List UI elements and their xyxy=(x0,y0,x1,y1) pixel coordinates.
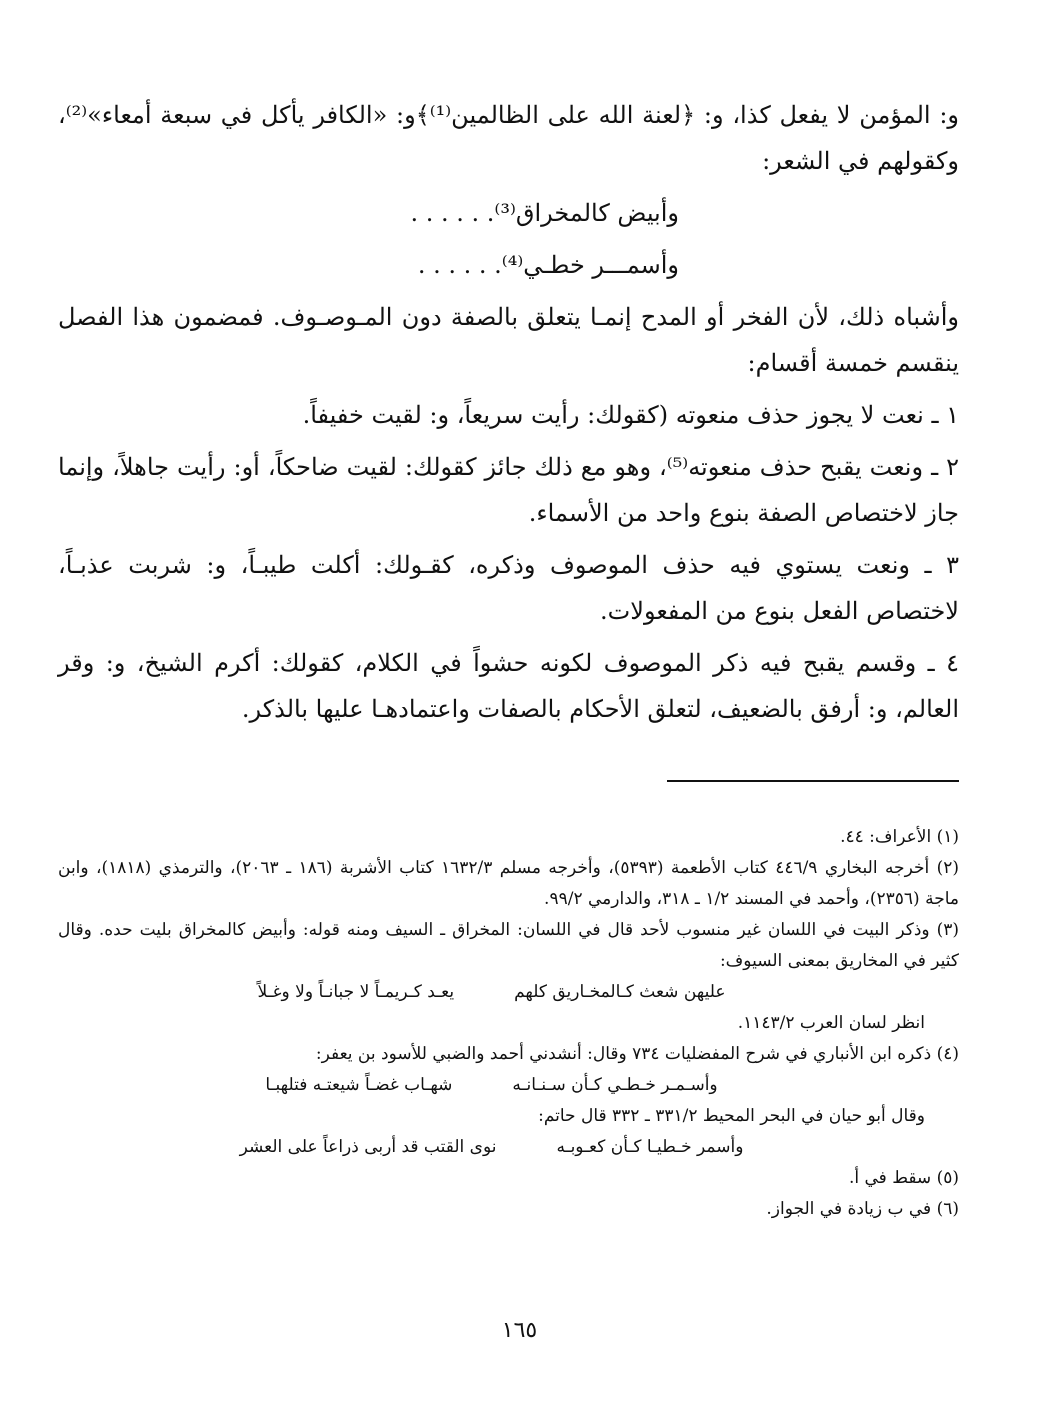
verse-hemistich: وأسمر خـطيـا كـأن كعـوبـه xyxy=(556,1137,744,1157)
footnote-5: (٥) سقط في أ. xyxy=(848,1168,959,1188)
footnote-divider xyxy=(667,780,959,782)
list-item-3: ٣ ـ ونعت يستوي فيه حذف الموصوف وذكره، كقـولك: أكلت طيبـاً، و: شربت عذبـاً، لاختصاص الفعل بنوع من المفعولات. xyxy=(58,551,959,625)
paragraph-summary: وأشباه ذلك، لأن الفخر أو المدح إنمـا يتعلق بالصفة دون المـوصـوف. فمضمون هذا الفصل ينقسم خمسة أقسام: xyxy=(58,303,959,377)
verse-hemistich: وأسـمـر خـطـي كـأن سـنـانـه xyxy=(512,1075,718,1095)
footnote-3: (٣) وذكر البيت في اللسان غير منسوب لأحد قال في اللسان: المخراق ـ السيف ومنه قوله: وأبيض كالمخراق بليت حده. وقال كثير في المخاريق بمعنى السيوف: xyxy=(58,920,959,971)
verse-line-2: وأسمـــر خطـي⁽⁴⁾. . . . . . xyxy=(417,251,679,279)
footnote-4-verse-2 xyxy=(58,1132,959,1163)
verse-hemistich: عليهن شعث كـالمخـاريق كلهم xyxy=(514,982,726,1002)
main-text xyxy=(58,92,959,738)
footnote-4-verse-1 xyxy=(58,1070,959,1101)
footnote-3-reference: انظر لسان العرب ١١٤٣/٢. xyxy=(737,1013,925,1033)
footnote-3-verse xyxy=(58,977,959,1008)
footnote-1: (١) الأعراف: ٤٤. xyxy=(840,827,959,847)
footnote-2: (٢) أخرجه البخاري ٤٤٦/٩ كتاب الأطعمة (٥٣٩٣)، وأخرجه مسلم ١٦٣٢/٣ كتاب الأشربة (١٨٦ ـ ٢٠٦٣)، والترمذي (١٨١٨)، وابن ماجة (٢٣٥٦)، وأحمد في المسند ١/٢ ـ ٣١٨، والدارمي ٩٩/٢. xyxy=(58,858,959,909)
footnotes xyxy=(58,822,959,1225)
verse-line-1: وأبيض كالمخراق⁽³⁾. . . . . . xyxy=(410,199,679,227)
verse-hemistich: يعـد كـريمـاً لا جبانـاً ولا وغـلاً xyxy=(257,982,455,1002)
paragraph-intro: و: المؤمن لا يفعل كذا، و: ﴿لعنة الله على الظالمين⁽¹⁾﴾و: «الكافر يأكل في سبعة أمعاء»⁽²⁾، وكقولهم في الشعر: xyxy=(58,101,959,175)
footnote-4-continuation: وقال أبو حيان في البحر المحيط ٣٣١/٢ ـ ٣٣٢ قال حاتم: xyxy=(538,1106,925,1126)
list-item-1: ١ ـ نعت لا يجوز حذف منعوته (كقولك: رأيت سريعاً، و: لقيت خفيفاً. xyxy=(302,401,959,429)
footnote-4: (٤) ذكره ابن الأنباري في شرح المفضليات ٧٣٤ وقال: أنشدني أحمد والضبي للأسود بن يعفر: xyxy=(315,1044,959,1064)
page-number: ١٦٥ xyxy=(501,1318,538,1343)
verse-hemistich: شهـاب غضـاً شيعتـه فتلهبـا xyxy=(265,1075,453,1095)
verse-hemistich: نوى القتب قد أربى ذراعاً على العشر xyxy=(239,1137,497,1157)
list-item-2: ٢ ـ ونعت يقبح حذف منعوته⁽⁵⁾، وهو مع ذلك جائز كقولك: لقيت ضاحكاً، أو: رأيت جاهلاً، وإنما جاز لاختصاص الصفة بنوع واحد من الأسماء. xyxy=(58,453,959,527)
footnote-6: (٦) في ب زيادة في الجواز. xyxy=(766,1199,959,1219)
list-item-4: ٤ ـ وقسم يقبح فيه ذكر الموصوف لكونه حشواً في الكلام، كقولك: أكرم الشيخ، و: وقر العالم، و: أرفق بالضعيف، لتعلق الأحكام بالصفات واعتمادهـا عليها بالذكر. xyxy=(58,649,959,723)
